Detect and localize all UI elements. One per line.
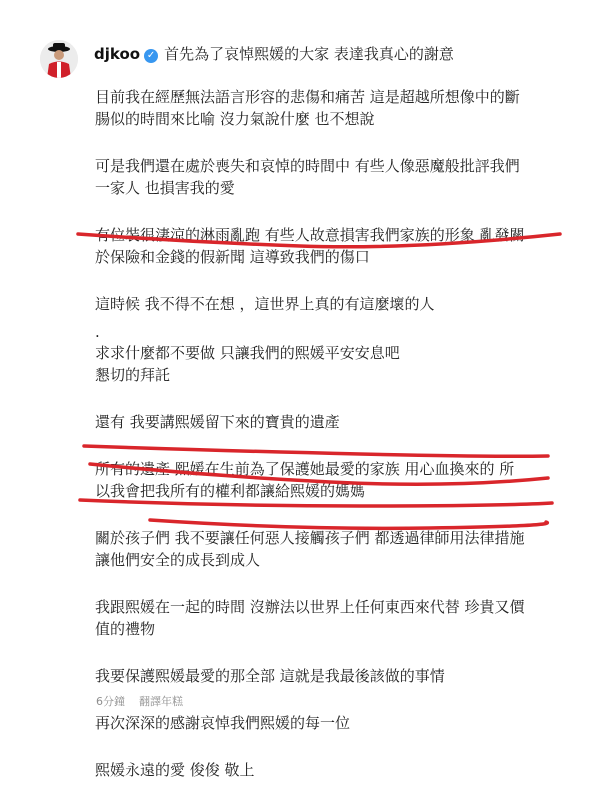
timestamp: 6分鐘: [96, 695, 125, 708]
post-header: [94, 44, 454, 64]
caption-line: 懇切的拜託: [95, 366, 171, 384]
avatar[interactable]: [40, 40, 78, 78]
caption-line: 以我會把我所有的權利都讓給熙媛的媽媽: [95, 482, 366, 500]
avatar-image: [40, 40, 78, 78]
translate-link[interactable]: 翻譯年糕: [139, 695, 183, 708]
caption-line: 值的禮物: [95, 620, 156, 638]
caption-line: 還有 我要講熙媛留下來的寶貴的遺產: [95, 413, 340, 431]
caption-paragraph: [95, 458, 565, 502]
caption-line: 讓他們安全的成長到成人: [95, 551, 261, 569]
caption-line: 求求什麼都不要做 只讓我們的熙媛平安安息吧: [95, 344, 400, 362]
caption-line: 我要保護熙媛最愛的那全部 這就是我最後該做的事情: [95, 667, 445, 685]
caption-paragraph: [95, 342, 565, 386]
caption-line: 腸似的時間來比喻 沒力氣說什麼 也不想說: [95, 110, 375, 128]
caption-first-line: 首先為了哀悼熙媛的大家 表達我真心的謝意: [164, 45, 454, 63]
verified-badge-icon: ✓: [144, 49, 158, 63]
caption-paragraph: [95, 527, 565, 571]
caption-paragraph: [95, 411, 565, 433]
caption-line: 一家人 也損害我的愛: [95, 179, 235, 197]
caption-line: 目前我在經歷無法語言形容的悲傷和痛苦 這是超越所想像中的斷: [95, 88, 520, 106]
caption-line: 這時候 我不得不在想 ，這世界上真的有這麼壞的人: [95, 295, 435, 313]
username[interactable]: djkoo: [94, 45, 141, 63]
stray-dot: .: [95, 323, 100, 341]
caption-line: 關於孩子們 我不要讓任何惡人接觸孩子們 都透過律師用法律措施: [95, 529, 525, 547]
caption-paragraph: [95, 86, 565, 130]
caption-line: 於保險和金錢的假新聞 這導致我們的傷口: [95, 248, 370, 266]
caption-line: 熙媛永遠的愛 俊俊 敬上: [95, 761, 255, 779]
caption-paragraph: [95, 155, 565, 199]
caption-line: 再次深深的感謝哀悼我們熙媛的每一位: [95, 714, 351, 732]
caption-paragraph: [95, 224, 565, 268]
caption-line: 我跟熙媛在一起的時間 沒辦法以世界上任何東西來代替 珍貴又價: [95, 598, 525, 616]
caption-line: 有位裝很淒涼的淋雨亂跑 有些人故意損害我們家族的形象 亂發關: [95, 226, 525, 244]
caption-paragraph: [95, 596, 565, 640]
caption-paragraph: [95, 759, 565, 781]
caption-paragraph: [95, 712, 565, 734]
post-footer: [96, 693, 183, 709]
caption-paragraph: [95, 665, 565, 687]
caption-paragraph: [95, 293, 565, 315]
caption-line: 所有的遺產 熙媛在生前為了保護她最愛的家族 用心血換來的 所: [95, 460, 515, 478]
caption-line: 可是我們還在處於喪失和哀悼的時間中 有些人像惡魔般批評我們: [95, 157, 520, 175]
